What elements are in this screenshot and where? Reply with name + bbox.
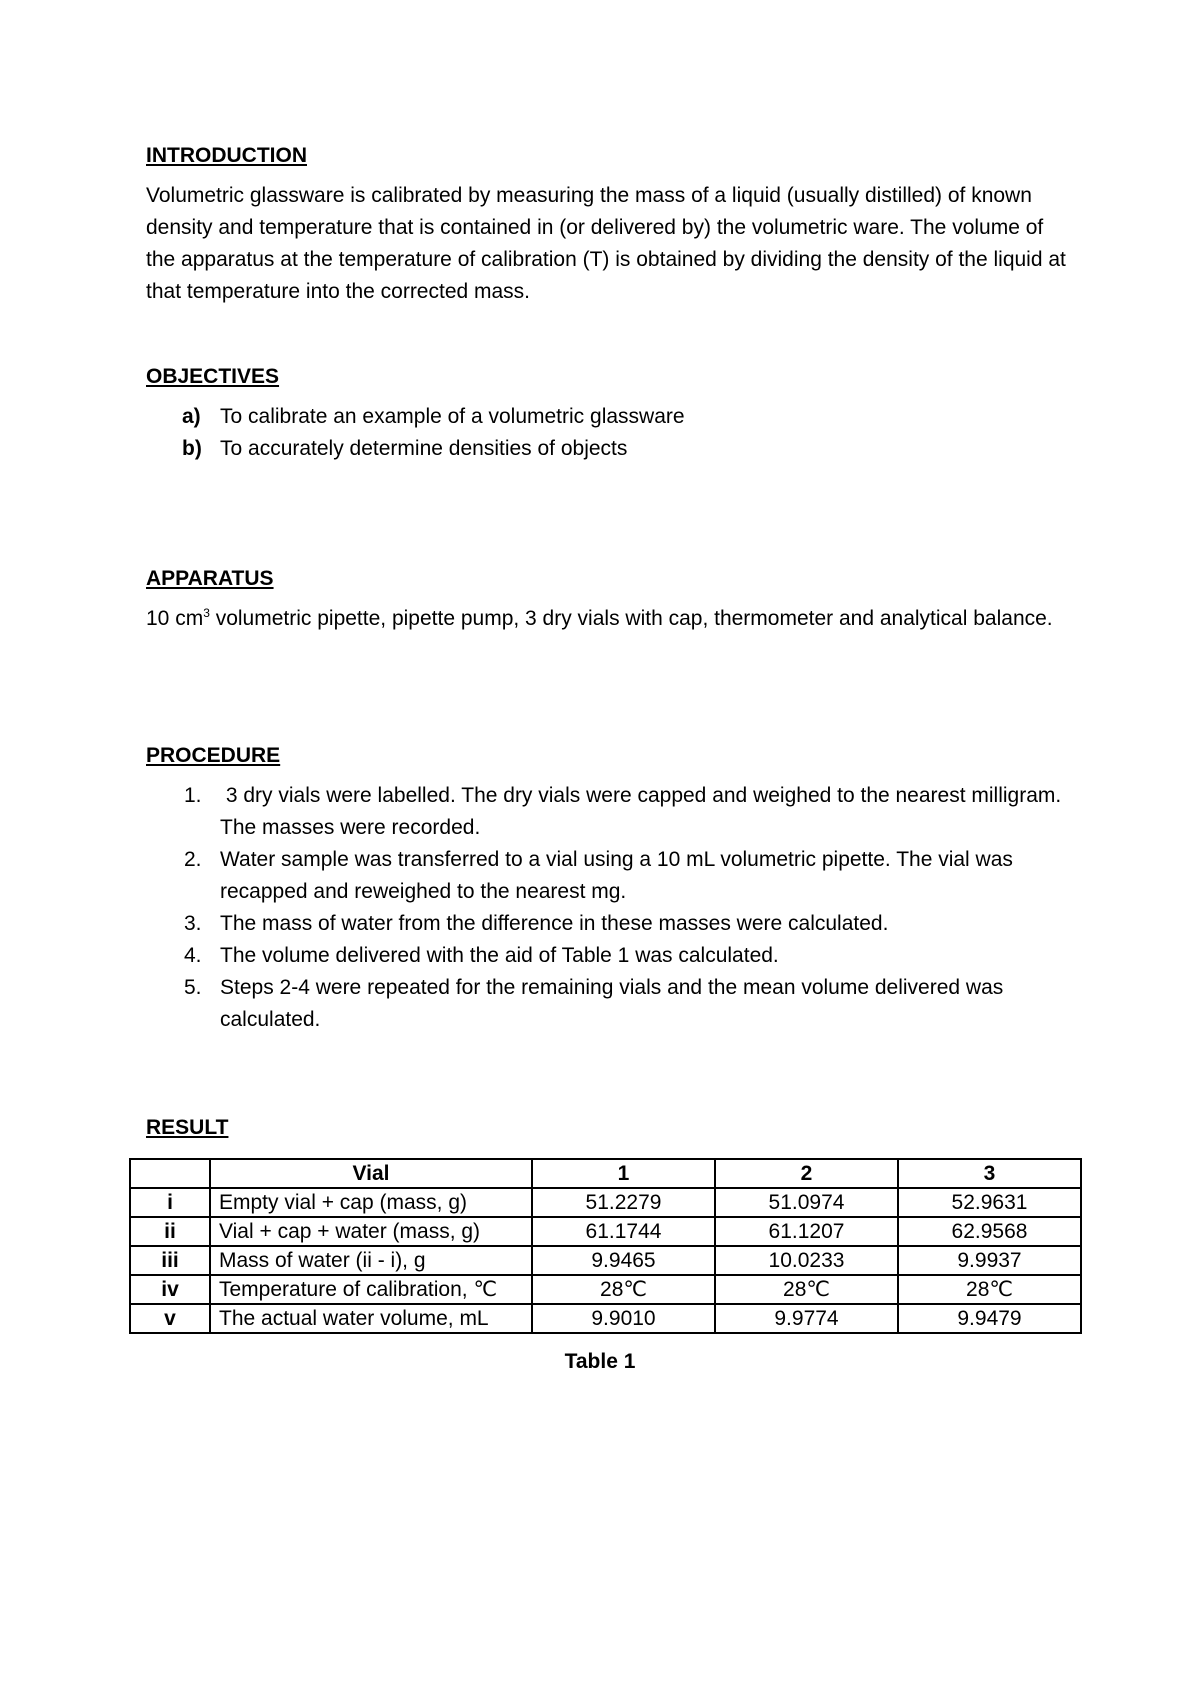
procedure-step [146,972,1066,1036]
table-header-cell: 2 [715,1159,898,1188]
table-cell [130,1159,210,1188]
table-row [130,1188,1081,1217]
table-cell: 9.9937 [898,1246,1081,1275]
table-cell: 28℃ [532,1275,715,1304]
procedure-list [146,780,1066,1036]
table-row-label: Mass of water (ii - i), g [210,1246,532,1275]
table-row-index: iv [130,1275,210,1304]
apparatus-text-end: volumetric pipette, pipette pump, 3 dry vials with cap, thermometer and analytical balance. [209,607,1053,630]
table-cell: 61.1744 [532,1217,715,1246]
table-row [130,1275,1081,1304]
procedure-step-number: 5. [184,976,202,999]
procedure-step [146,844,1066,908]
table-cell: 28℃ [898,1275,1081,1304]
table-caption: Table 1 [564,1350,636,1373]
table-row [130,1304,1081,1333]
procedure-step [146,780,1066,844]
objective-item [146,433,1066,465]
table-header-cell: 3 [898,1159,1081,1188]
procedure-step-number: 1. [184,784,202,807]
procedure-heading: PROCEDURE [146,744,281,767]
table-header-row [130,1159,1081,1188]
table-cell: 9.9010 [532,1304,715,1333]
procedure-step [146,908,1066,940]
table-cell: 62.9568 [898,1217,1081,1246]
objective-item [146,401,1066,433]
introduction-heading: INTRODUCTION [146,144,307,167]
procedure-step-number: 3. [184,912,202,935]
result-section [146,1112,1066,1152]
table-row [130,1246,1081,1275]
table-row-index: v [130,1304,210,1333]
table-cell: 9.9774 [715,1304,898,1333]
objective-text: To accurately determine densities of objects [220,437,628,460]
table-cell: 51.0974 [715,1188,898,1217]
table-cell: 9.9479 [898,1304,1081,1333]
objective-text: To calibrate an example of a volumetric glassware [220,405,685,428]
procedure-step-text: Steps 2-4 were repeated for the remaining vials and the mean volume delivered was calculated. [220,976,1004,1031]
objectives-list [146,401,1066,465]
objective-marker: b) [182,437,202,460]
procedure-step-text: The volume delivered with the aid of Table 1 was calculated. [220,944,779,967]
procedure-step [146,940,1066,972]
table-cell: 10.0233 [715,1246,898,1275]
objective-marker: a) [182,405,201,428]
table-row-label: Empty vial + cap (mass, g) [210,1188,532,1217]
procedure-step-text: Water sample was transferred to a vial using a 10 mL volumetric pipette. The vial was recapped and reweighed to the nearest mg. [220,848,1013,903]
table-cell: 28℃ [715,1275,898,1304]
apparatus-section [146,563,1066,635]
table-row-index: i [130,1188,210,1217]
table-row-label: The actual water volume, mL [210,1304,532,1333]
table-cell: 51.2279 [532,1188,715,1217]
procedure-step-number: 4. [184,944,202,967]
apparatus-text [146,603,1066,635]
objectives-heading: OBJECTIVES [146,365,280,388]
table-row [130,1217,1081,1246]
table-row-label: Vial + cap + water (mass, g) [210,1217,532,1246]
table-row-label: Temperature of calibration, ℃ [210,1275,532,1304]
objectives-section [146,361,1066,465]
result-heading: RESULT [146,1116,229,1139]
apparatus-superscript: 3 [203,606,210,620]
procedure-section [146,740,1066,1036]
introduction-paragraph: Volumetric glassware is calibrated by measuring the mass of a liquid (usually distilled) of known density and temperature that is contained in (or delivered by) the volumetric ware. The volume of the apparatus at the temperature of calibration (T) is obtained by dividing the density of the liquid at that temperature into the corrected mass. [146,184,1066,303]
table-header-cell: 1 [532,1159,715,1188]
table-cell: 61.1207 [715,1217,898,1246]
procedure-step-text: The mass of water from the difference in these masses were calculated. [220,912,889,935]
table-row-index: iii [130,1246,210,1275]
apparatus-heading: APPARATUS [146,567,274,590]
apparatus-text-start: 10 cm [146,607,204,630]
table-cell: 9.9465 [532,1246,715,1275]
table-row-index: ii [130,1217,210,1246]
procedure-step-number: 2. [184,848,202,871]
table-header-cell: Vial [210,1159,532,1188]
introduction-section [146,140,1066,308]
result-table [129,1158,1082,1334]
procedure-step-text: 3 dry vials were labelled. The dry vials were capped and weighed to the nearest milligram. The masses were recorded. [220,784,1067,839]
table-cell: 52.9631 [898,1188,1081,1217]
